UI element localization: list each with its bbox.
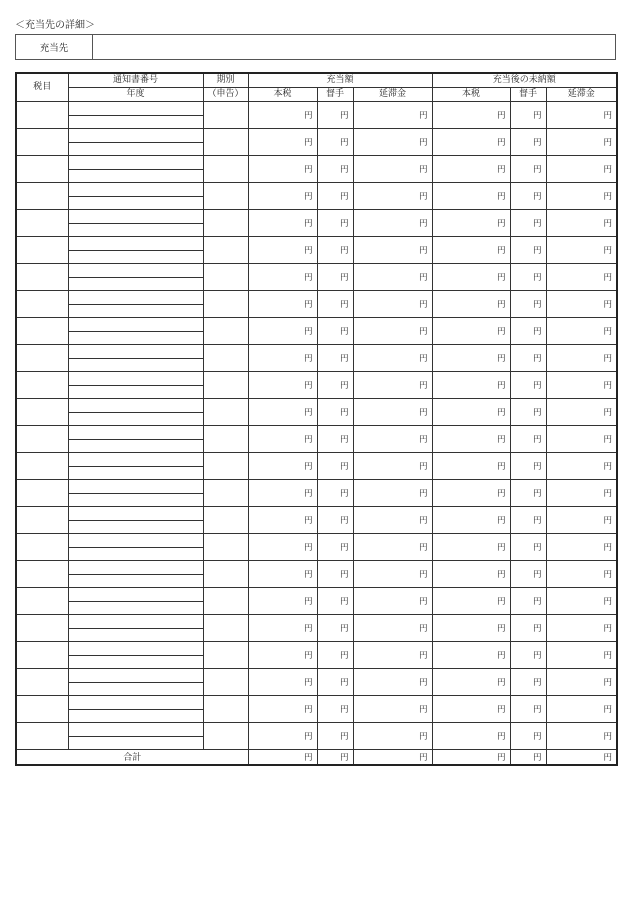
- tax-item-cell[interactable]: [16, 210, 68, 237]
- unpaid-reminder-cell[interactable]: 円: [510, 210, 546, 237]
- unpaid-reminder-cell[interactable]: 円: [510, 534, 546, 561]
- period-cell[interactable]: [203, 480, 248, 507]
- unpaid-main-tax-cell[interactable]: 円: [432, 102, 510, 129]
- unpaid-reminder-cell[interactable]: 円: [510, 480, 546, 507]
- unpaid-reminder-cell[interactable]: 円: [510, 102, 546, 129]
- unpaid-delinquency-cell[interactable]: 円: [546, 588, 617, 615]
- notice-year-cell[interactable]: [68, 426, 203, 453]
- period-cell[interactable]: [203, 264, 248, 291]
- applied-main-tax-cell[interactable]: 円: [248, 183, 317, 210]
- tax-item-cell[interactable]: [16, 642, 68, 669]
- applied-main-tax-cell[interactable]: 円: [248, 426, 317, 453]
- applied-main-tax-cell[interactable]: 円: [248, 291, 317, 318]
- unpaid-delinquency-cell[interactable]: 円: [546, 480, 617, 507]
- header-unpaid-delinquency: 延滞金: [546, 88, 617, 102]
- tax-item-cell[interactable]: [16, 426, 68, 453]
- table-row: [16, 642, 617, 669]
- total-row: [16, 750, 617, 765]
- applied-main-tax-cell[interactable]: 円: [248, 615, 317, 642]
- applied-delinquency-cell[interactable]: 円: [353, 318, 432, 345]
- notice-year-cell[interactable]: [68, 480, 203, 507]
- table-row: [16, 183, 617, 210]
- applied-delinquency-cell[interactable]: 円: [353, 399, 432, 426]
- unpaid-reminder-cell[interactable]: 円: [510, 399, 546, 426]
- notice-year-cell[interactable]: [68, 696, 203, 723]
- tax-item-cell[interactable]: [16, 561, 68, 588]
- unpaid-delinquency-cell[interactable]: 円: [546, 345, 617, 372]
- applied-main-tax-cell[interactable]: 円: [248, 102, 317, 129]
- destination-box: [15, 34, 616, 60]
- applied-reminder-cell[interactable]: 円: [317, 399, 353, 426]
- tax-item-cell[interactable]: [16, 156, 68, 183]
- header-applied: 充当額: [248, 73, 432, 88]
- detail-table: [15, 72, 618, 766]
- unpaid-main-tax-cell[interactable]: 円: [432, 588, 510, 615]
- applied-reminder-cell[interactable]: 円: [317, 561, 353, 588]
- header-year: 年度: [68, 88, 203, 102]
- header-unpaid: 充当後の未納額: [432, 73, 617, 88]
- unpaid-delinquency-cell[interactable]: 円: [546, 183, 617, 210]
- applied-reminder-cell[interactable]: 円: [317, 237, 353, 264]
- unpaid-main-tax-cell[interactable]: 円: [432, 534, 510, 561]
- table-row: [16, 453, 617, 480]
- tax-item-cell[interactable]: [16, 318, 68, 345]
- header-notice-no: 通知書番号: [68, 73, 203, 88]
- unpaid-reminder-cell[interactable]: 円: [510, 156, 546, 183]
- applied-reminder-cell[interactable]: 円: [317, 318, 353, 345]
- unpaid-delinquency-cell[interactable]: 円: [546, 210, 617, 237]
- unpaid-main-tax-cell[interactable]: 円: [432, 183, 510, 210]
- applied-main-tax-cell[interactable]: 円: [248, 642, 317, 669]
- table-row: [16, 237, 617, 264]
- header-applied-main-tax: 本税: [248, 88, 317, 102]
- applied-main-tax-cell[interactable]: 円: [248, 588, 317, 615]
- unpaid-reminder-cell[interactable]: 円: [510, 183, 546, 210]
- section-heading: ＜充当先の詳細＞: [15, 20, 95, 31]
- unpaid-delinquency-cell[interactable]: 円: [546, 291, 617, 318]
- header-period: 期別: [203, 73, 248, 88]
- unpaid-main-tax-cell[interactable]: 円: [432, 480, 510, 507]
- table-row: [16, 156, 617, 183]
- applied-delinquency-cell[interactable]: 円: [353, 480, 432, 507]
- notice-year-cell[interactable]: [68, 669, 203, 696]
- tax-item-cell[interactable]: [16, 588, 68, 615]
- applied-reminder-cell[interactable]: 円: [317, 264, 353, 291]
- unpaid-delinquency-cell[interactable]: 円: [546, 156, 617, 183]
- table-row: [16, 588, 617, 615]
- notice-year-cell[interactable]: [68, 183, 203, 210]
- total-applied-main-tax-cell[interactable]: 円: [248, 750, 317, 765]
- applied-reminder-cell[interactable]: 円: [317, 129, 353, 156]
- period-cell[interactable]: [203, 156, 248, 183]
- tax-item-cell[interactable]: [16, 102, 68, 129]
- destination-label: 充当先: [16, 35, 93, 59]
- tax-item-cell[interactable]: [16, 615, 68, 642]
- tax-item-cell[interactable]: [16, 723, 68, 750]
- period-cell[interactable]: [203, 345, 248, 372]
- table-row: [16, 669, 617, 696]
- header-applied-reminder: 督手: [317, 88, 353, 102]
- unpaid-main-tax-cell[interactable]: 円: [432, 453, 510, 480]
- total-unpaid-delinquency-cell[interactable]: 円: [546, 750, 617, 765]
- applied-reminder-cell[interactable]: 円: [317, 642, 353, 669]
- applied-delinquency-cell[interactable]: 円: [353, 453, 432, 480]
- unpaid-delinquency-cell[interactable]: 円: [546, 642, 617, 669]
- period-cell[interactable]: [203, 534, 248, 561]
- unpaid-delinquency-cell[interactable]: 円: [546, 669, 617, 696]
- unpaid-main-tax-cell[interactable]: 円: [432, 318, 510, 345]
- period-cell[interactable]: [203, 642, 248, 669]
- applied-delinquency-cell[interactable]: 円: [353, 507, 432, 534]
- unpaid-reminder-cell[interactable]: 円: [510, 507, 546, 534]
- unpaid-main-tax-cell[interactable]: 円: [432, 615, 510, 642]
- unpaid-main-tax-cell[interactable]: 円: [432, 399, 510, 426]
- applied-main-tax-cell[interactable]: 円: [248, 129, 317, 156]
- applied-main-tax-cell[interactable]: 円: [248, 669, 317, 696]
- table-row: [16, 723, 617, 750]
- tax-item-cell[interactable]: [16, 372, 68, 399]
- applied-delinquency-cell[interactable]: 円: [353, 372, 432, 399]
- unpaid-reminder-cell[interactable]: 円: [510, 723, 546, 750]
- applied-main-tax-cell[interactable]: 円: [248, 210, 317, 237]
- applied-main-tax-cell[interactable]: 円: [248, 318, 317, 345]
- table-row: [16, 372, 617, 399]
- unpaid-main-tax-cell[interactable]: 円: [432, 426, 510, 453]
- applied-delinquency-cell[interactable]: 円: [353, 588, 432, 615]
- notice-year-cell[interactable]: [68, 642, 203, 669]
- applied-delinquency-cell[interactable]: 円: [353, 264, 432, 291]
- applied-reminder-cell[interactable]: 円: [317, 669, 353, 696]
- notice-year-cell[interactable]: [68, 318, 203, 345]
- table-row: [16, 426, 617, 453]
- applied-reminder-cell[interactable]: 円: [317, 156, 353, 183]
- applied-main-tax-cell[interactable]: 円: [248, 345, 317, 372]
- period-cell[interactable]: [203, 129, 248, 156]
- unpaid-main-tax-cell[interactable]: 円: [432, 129, 510, 156]
- header-applied-delinquency: 延滞金: [353, 88, 432, 102]
- applied-reminder-cell[interactable]: 円: [317, 426, 353, 453]
- unpaid-delinquency-cell[interactable]: 円: [546, 426, 617, 453]
- applied-main-tax-cell[interactable]: 円: [248, 696, 317, 723]
- period-cell[interactable]: [203, 588, 248, 615]
- period-cell[interactable]: [203, 102, 248, 129]
- tax-item-cell[interactable]: [16, 183, 68, 210]
- unpaid-main-tax-cell[interactable]: 円: [432, 156, 510, 183]
- table-row: [16, 291, 617, 318]
- table-row: [16, 318, 617, 345]
- unpaid-reminder-cell[interactable]: 円: [510, 345, 546, 372]
- period-cell[interactable]: [203, 426, 248, 453]
- applied-main-tax-cell[interactable]: 円: [248, 723, 317, 750]
- applied-main-tax-cell[interactable]: 円: [248, 264, 317, 291]
- period-cell[interactable]: [203, 291, 248, 318]
- total-unpaid-main-tax-cell[interactable]: 円: [432, 750, 510, 765]
- applied-main-tax-cell[interactable]: 円: [248, 156, 317, 183]
- unpaid-delinquency-cell[interactable]: 円: [546, 318, 617, 345]
- period-cell[interactable]: [203, 696, 248, 723]
- applied-reminder-cell[interactable]: 円: [317, 102, 353, 129]
- unpaid-delinquency-cell[interactable]: 円: [546, 237, 617, 264]
- unpaid-reminder-cell[interactable]: 円: [510, 669, 546, 696]
- unpaid-main-tax-cell[interactable]: 円: [432, 642, 510, 669]
- period-cell[interactable]: [203, 183, 248, 210]
- applied-reminder-cell[interactable]: 円: [317, 372, 353, 399]
- period-cell[interactable]: [203, 318, 248, 345]
- table-row: [16, 129, 617, 156]
- notice-year-cell[interactable]: [68, 345, 203, 372]
- applied-main-tax-cell[interactable]: 円: [248, 372, 317, 399]
- period-cell[interactable]: [203, 669, 248, 696]
- tax-item-cell[interactable]: [16, 696, 68, 723]
- applied-reminder-cell[interactable]: 円: [317, 291, 353, 318]
- unpaid-reminder-cell[interactable]: 円: [510, 426, 546, 453]
- notice-year-cell[interactable]: [68, 156, 203, 183]
- applied-reminder-cell[interactable]: 円: [317, 534, 353, 561]
- notice-year-cell[interactable]: [68, 129, 203, 156]
- unpaid-delinquency-cell[interactable]: 円: [546, 372, 617, 399]
- total-applied-delinquency-cell[interactable]: 円: [353, 750, 432, 765]
- period-cell[interactable]: [203, 723, 248, 750]
- unpaid-delinquency-cell[interactable]: 円: [546, 696, 617, 723]
- unpaid-delinquency-cell[interactable]: 円: [546, 507, 617, 534]
- notice-year-cell[interactable]: [68, 723, 203, 750]
- period-cell[interactable]: [203, 399, 248, 426]
- applied-reminder-cell[interactable]: 円: [317, 480, 353, 507]
- table-row: [16, 345, 617, 372]
- unpaid-reminder-cell[interactable]: 円: [510, 291, 546, 318]
- applied-reminder-cell[interactable]: 円: [317, 183, 353, 210]
- header-period-sub: （申告）: [203, 88, 248, 102]
- applied-delinquency-cell[interactable]: 円: [353, 696, 432, 723]
- tax-item-cell[interactable]: [16, 669, 68, 696]
- applied-delinquency-cell[interactable]: 円: [353, 129, 432, 156]
- applied-main-tax-cell[interactable]: 円: [248, 399, 317, 426]
- notice-year-cell[interactable]: [68, 588, 203, 615]
- unpaid-reminder-cell[interactable]: 円: [510, 642, 546, 669]
- total-label: 合計: [16, 750, 248, 765]
- applied-delinquency-cell[interactable]: 円: [353, 102, 432, 129]
- notice-year-cell[interactable]: [68, 210, 203, 237]
- header-unpaid-main-tax: 本税: [432, 88, 510, 102]
- unpaid-main-tax-cell[interactable]: 円: [432, 696, 510, 723]
- tax-item-cell[interactable]: [16, 291, 68, 318]
- notice-year-cell[interactable]: [68, 534, 203, 561]
- destination-value[interactable]: [93, 35, 615, 59]
- table-row: [16, 534, 617, 561]
- applied-delinquency-cell[interactable]: 円: [353, 723, 432, 750]
- unpaid-delinquency-cell[interactable]: 円: [546, 453, 617, 480]
- applied-reminder-cell[interactable]: 円: [317, 615, 353, 642]
- applied-main-tax-cell[interactable]: 円: [248, 534, 317, 561]
- total-applied-reminder-cell[interactable]: 円: [317, 750, 353, 765]
- table-row: [16, 615, 617, 642]
- total-unpaid-reminder-cell[interactable]: 円: [510, 750, 546, 765]
- unpaid-reminder-cell[interactable]: 円: [510, 264, 546, 291]
- unpaid-main-tax-cell[interactable]: 円: [432, 723, 510, 750]
- tax-item-cell[interactable]: [16, 399, 68, 426]
- notice-year-cell[interactable]: [68, 615, 203, 642]
- unpaid-delinquency-cell[interactable]: 円: [546, 399, 617, 426]
- unpaid-delinquency-cell[interactable]: 円: [546, 102, 617, 129]
- applied-delinquency-cell[interactable]: 円: [353, 561, 432, 588]
- table-row: [16, 399, 617, 426]
- unpaid-reminder-cell[interactable]: 円: [510, 318, 546, 345]
- table-row: [16, 507, 617, 534]
- applied-main-tax-cell[interactable]: 円: [248, 561, 317, 588]
- notice-year-cell[interactable]: [68, 237, 203, 264]
- unpaid-reminder-cell[interactable]: 円: [510, 615, 546, 642]
- unpaid-main-tax-cell[interactable]: 円: [432, 507, 510, 534]
- unpaid-main-tax-cell[interactable]: 円: [432, 669, 510, 696]
- unpaid-main-tax-cell[interactable]: 円: [432, 345, 510, 372]
- tax-item-cell[interactable]: [16, 480, 68, 507]
- notice-year-cell[interactable]: [68, 561, 203, 588]
- unpaid-delinquency-cell[interactable]: 円: [546, 561, 617, 588]
- unpaid-main-tax-cell[interactable]: 円: [432, 291, 510, 318]
- applied-delinquency-cell[interactable]: 円: [353, 669, 432, 696]
- notice-year-cell[interactable]: [68, 264, 203, 291]
- unpaid-reminder-cell[interactable]: 円: [510, 237, 546, 264]
- unpaid-reminder-cell[interactable]: 円: [510, 453, 546, 480]
- notice-year-cell[interactable]: [68, 372, 203, 399]
- period-cell[interactable]: [203, 507, 248, 534]
- tax-item-cell[interactable]: [16, 264, 68, 291]
- unpaid-delinquency-cell[interactable]: 円: [546, 723, 617, 750]
- applied-delinquency-cell[interactable]: 円: [353, 156, 432, 183]
- unpaid-main-tax-cell[interactable]: 円: [432, 210, 510, 237]
- table-row: [16, 264, 617, 291]
- notice-year-cell[interactable]: [68, 453, 203, 480]
- period-cell[interactable]: [203, 561, 248, 588]
- tax-item-cell[interactable]: [16, 345, 68, 372]
- header-unpaid-reminder: 督手: [510, 88, 546, 102]
- unpaid-reminder-cell[interactable]: 円: [510, 129, 546, 156]
- unpaid-reminder-cell[interactable]: 円: [510, 588, 546, 615]
- notice-year-cell[interactable]: [68, 102, 203, 129]
- applied-reminder-cell[interactable]: 円: [317, 345, 353, 372]
- applied-main-tax-cell[interactable]: 円: [248, 237, 317, 264]
- table-row: [16, 696, 617, 723]
- applied-delinquency-cell[interactable]: 円: [353, 210, 432, 237]
- notice-year-cell[interactable]: [68, 399, 203, 426]
- tax-item-cell[interactable]: [16, 507, 68, 534]
- tax-item-cell[interactable]: [16, 534, 68, 561]
- unpaid-reminder-cell[interactable]: 円: [510, 372, 546, 399]
- unpaid-main-tax-cell[interactable]: 円: [432, 561, 510, 588]
- applied-main-tax-cell[interactable]: 円: [248, 453, 317, 480]
- period-cell[interactable]: [203, 453, 248, 480]
- notice-year-cell[interactable]: [68, 291, 203, 318]
- table-row: [16, 561, 617, 588]
- unpaid-main-tax-cell[interactable]: 円: [432, 264, 510, 291]
- notice-year-cell[interactable]: [68, 507, 203, 534]
- applied-reminder-cell[interactable]: 円: [317, 210, 353, 237]
- applied-main-tax-cell[interactable]: 円: [248, 507, 317, 534]
- unpaid-delinquency-cell[interactable]: 円: [546, 615, 617, 642]
- period-cell[interactable]: [203, 237, 248, 264]
- header-tax-item: 税目: [16, 73, 68, 102]
- table-row: [16, 102, 617, 129]
- unpaid-reminder-cell[interactable]: 円: [510, 696, 546, 723]
- unpaid-delinquency-cell[interactable]: 円: [546, 264, 617, 291]
- period-cell[interactable]: [203, 372, 248, 399]
- tax-item-cell[interactable]: [16, 237, 68, 264]
- unpaid-reminder-cell[interactable]: 円: [510, 561, 546, 588]
- applied-delinquency-cell[interactable]: 円: [353, 426, 432, 453]
- applied-reminder-cell[interactable]: 円: [317, 696, 353, 723]
- applied-delinquency-cell[interactable]: 円: [353, 291, 432, 318]
- period-cell[interactable]: [203, 210, 248, 237]
- applied-delinquency-cell[interactable]: 円: [353, 615, 432, 642]
- period-cell[interactable]: [203, 615, 248, 642]
- applied-reminder-cell[interactable]: 円: [317, 507, 353, 534]
- unpaid-delinquency-cell[interactable]: 円: [546, 534, 617, 561]
- applied-delinquency-cell[interactable]: 円: [353, 237, 432, 264]
- table-row: [16, 480, 617, 507]
- applied-delinquency-cell[interactable]: 円: [353, 534, 432, 561]
- applied-main-tax-cell[interactable]: 円: [248, 480, 317, 507]
- applied-reminder-cell[interactable]: 円: [317, 588, 353, 615]
- unpaid-main-tax-cell[interactable]: 円: [432, 237, 510, 264]
- unpaid-delinquency-cell[interactable]: 円: [546, 129, 617, 156]
- tax-item-cell[interactable]: [16, 129, 68, 156]
- applied-delinquency-cell[interactable]: 円: [353, 345, 432, 372]
- tax-item-cell[interactable]: [16, 453, 68, 480]
- applied-delinquency-cell[interactable]: 円: [353, 183, 432, 210]
- unpaid-main-tax-cell[interactable]: 円: [432, 372, 510, 399]
- table-row: [16, 210, 617, 237]
- applied-reminder-cell[interactable]: 円: [317, 453, 353, 480]
- applied-delinquency-cell[interactable]: 円: [353, 642, 432, 669]
- applied-reminder-cell[interactable]: 円: [317, 723, 353, 750]
